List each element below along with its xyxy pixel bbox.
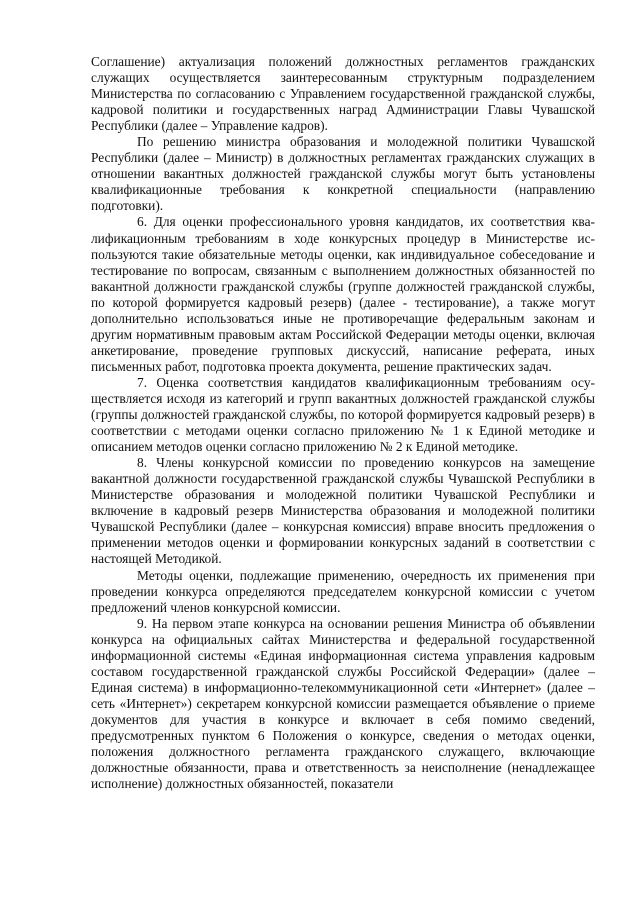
paragraph-minister-decision: По решению министра образования и молодежной политики Чувашской Республики (далее – Министр) в должностных регламентах гражданских служащих в отношении вакантных должностей гражданской службы могут быть установлены квалификационные требования к конкретной специальности (направлению подготовки). [91, 134, 595, 214]
paragraph-7-qualification-compliance: 7. Оценка соответствия кандидатов квалификационным требованиям осуществляется исходя из категорий и групп вакантных должностей гражданской службы (группы должностей гражданской службы, по которой формируется кадровый резерв) в соответствии с методами оценки согласно приложению № 1 к Единой методике и описанием методов оценки согласно приложению № 2 к Единой методике. [91, 374, 595, 455]
paragraph-9-first-stage: 9. На первом этапе конкурса на основании решения Министра об объявлении конкурса на официальных сайтах Министерства и федеральной государственной информационной системы «Единая информационная система управления кадровым составом государственной гражданской службы Российской Федерации» (далее – Единая система) в информационно-телекоммуникационной сети «Интернет» (далее – сеть «Интернет») секретарем конкурсной комиссии размещается объявление о приеме документов для участия в конкурсе и включает в себя помимо сведений, предусмотренных пунктом 6 Положения о конкурсе, сведения о методах оценки, положения должностного регламента гражданского служащего, включающие должностные обязанности, права и ответственность за неисполнение (ненадлежащее исполнение) должностных обязанностей, показатели [91, 615, 595, 792]
paragraph-agreement-continuation: Соглашение) актуализация положений должностных регламентов гражданских служащих осуществляется заинтересованным структурным подразделением Министерства по согласованию с Управлением государственной гражданской службы, кадровой политики и государственных наград Администрации Главы Чувашской Республики (далее – Управление кадров). [91, 54, 595, 134]
paragraph-6-assessment-methods: 6. Для оценки профессионального уровня кандидатов, их соответствия квалификационным требованиям в ходе конкурсных процедур в Министерстве используются такие обязательные методы оценки, как индивидуальное собеседование и тестирование по вопросам, связанным с выполнением должностных обязанностей по вакантной должности гражданской службы (группе должностей гражданской службы, по которой формируется кадровый резерв) (далее - тестирование), а также могут дополнительно использоваться иные не противоречащие федеральным законам и другим нормативным правовым актам Российской Федерации методы оценки, включая анкетирование, проведение групповых дискуссий, написание реферата, иных письменных работ, подготовка проекта документа, решение практических задач. [91, 214, 595, 374]
paragraph-8-commission-members: 8. Члены конкурсной комиссии по проведению конкурсов на замещение вакантной должности государственной гражданской службы Чувашской Республики в Министерстве образования и молодежной политики Чувашской Республики и включение в кадровый резерв Министерства образования и молодежной политики Чувашской Республики (далее – конкурсная комиссия) вправе вносить предложения о применении методов оценки и формировании конкурсных заданий в соответствии с настоящей Методикой. [91, 455, 595, 567]
document-body [91, 54, 595, 792]
paragraph-methods-order: Методы оценки, подлежащие применению, очередность их применения при проведении конкурса определяются председателем конкурсной комиссии с учетом предложений членов конкурсной комиссии. [91, 567, 595, 615]
